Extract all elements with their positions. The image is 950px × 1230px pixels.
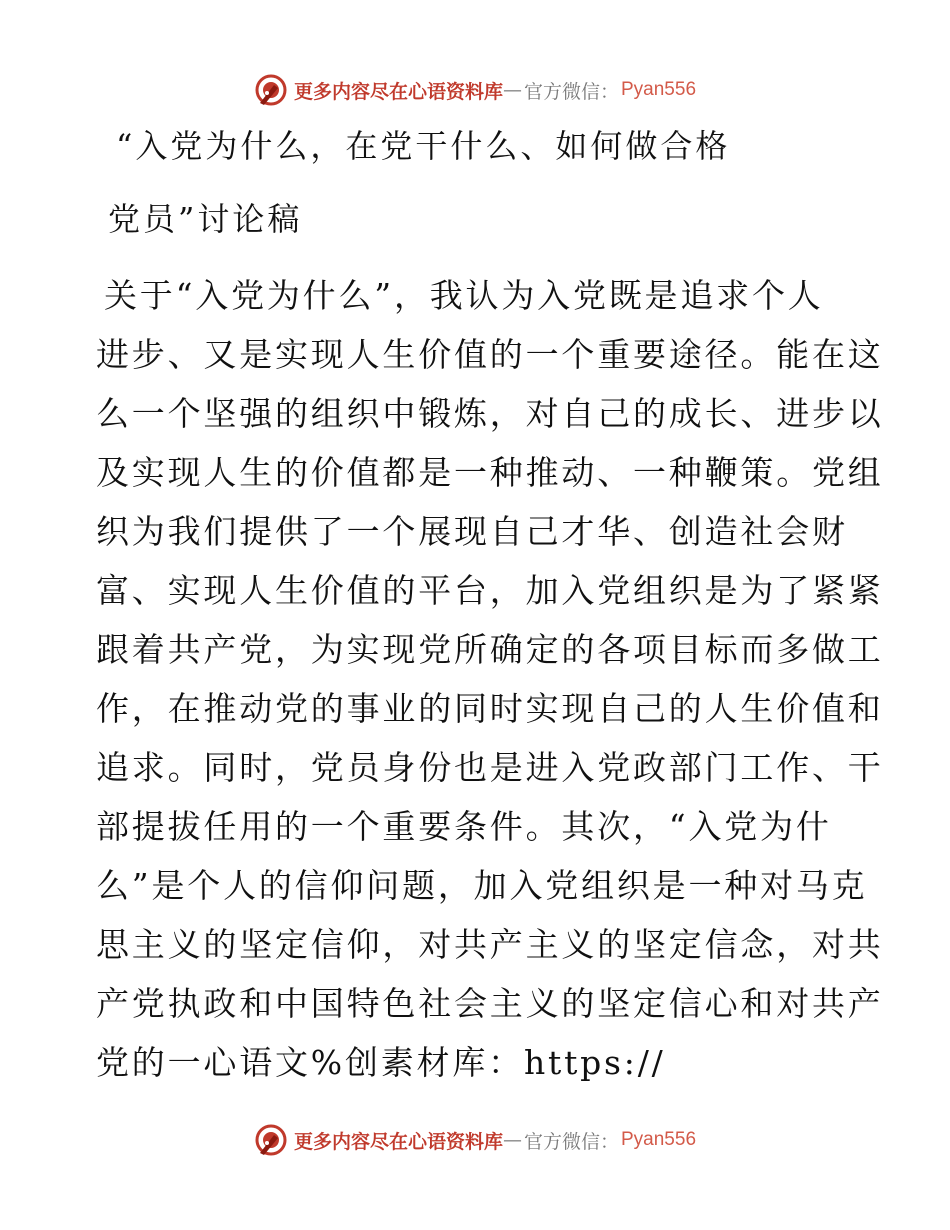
body-line: 产党执政和中国特色社会主义的坚定信心和对共产: [96, 984, 884, 1023]
watermark-official-label: 官方微信：: [523, 1130, 619, 1153]
body-line: 关于“入党为什么”，我认为入党既是追求个人: [104, 276, 824, 315]
watermark-separator: —: [502, 1129, 522, 1151]
watermark-main-text: 更多内容尽在心语资料库: [293, 1130, 503, 1153]
watermark-main-text: 更多内容尽在心语资料库: [293, 80, 503, 103]
pen-logo-icon: [254, 1123, 288, 1157]
watermark-wechat-id: Pyan556: [621, 1129, 697, 1150]
body-line: 党的一心语文%创素材库：https://: [96, 1043, 666, 1082]
body-line: 织为我们提供了一个展现自己才华、创造社会财: [96, 512, 848, 551]
watermark-official-label: 官方微信：: [523, 80, 619, 103]
body-line: 么”是个人的信仰问题，加入党组织是一种对马克: [96, 866, 868, 905]
document-title-line-1: “入党为什么，在党干什么、如何做合格: [116, 127, 731, 165]
body-line: 及实现人生的价值都是一种推动、一种鞭策。党组: [96, 453, 884, 492]
body-line: 追求。同时，党员身份也是进入党政部门工作、干: [96, 748, 884, 787]
body-line: 富、实现人生价值的平台，加入党组织是为了紧紧: [96, 571, 884, 610]
watermark-separator: —: [502, 79, 522, 101]
document-title-line-2: 党员”讨论稿: [108, 200, 303, 238]
pen-logo-icon: [254, 73, 288, 107]
body-line: 思主义的坚定信仰，对共产主义的坚定信念，对共: [96, 925, 884, 964]
body-line: 部提拔任用的一个重要条件。其次，“入党为什: [96, 807, 832, 846]
body-line: 进步、又是实现人生价值的一个重要途径。能在这: [96, 335, 884, 374]
body-line: 么一个坚强的组织中锻炼，对自己的成长、进步以: [96, 394, 884, 433]
watermark-wechat-id: Pyan556: [621, 79, 697, 100]
body-line: 跟着共产党，为实现党所确定的各项目标而多做工: [96, 630, 884, 669]
body-line: 作，在推动党的事业的同时实现自己的人生价值和: [96, 689, 884, 728]
document-body: [96, 266, 884, 1092]
footer-watermark: [0, 1120, 950, 1160]
header-watermark: [0, 70, 950, 110]
